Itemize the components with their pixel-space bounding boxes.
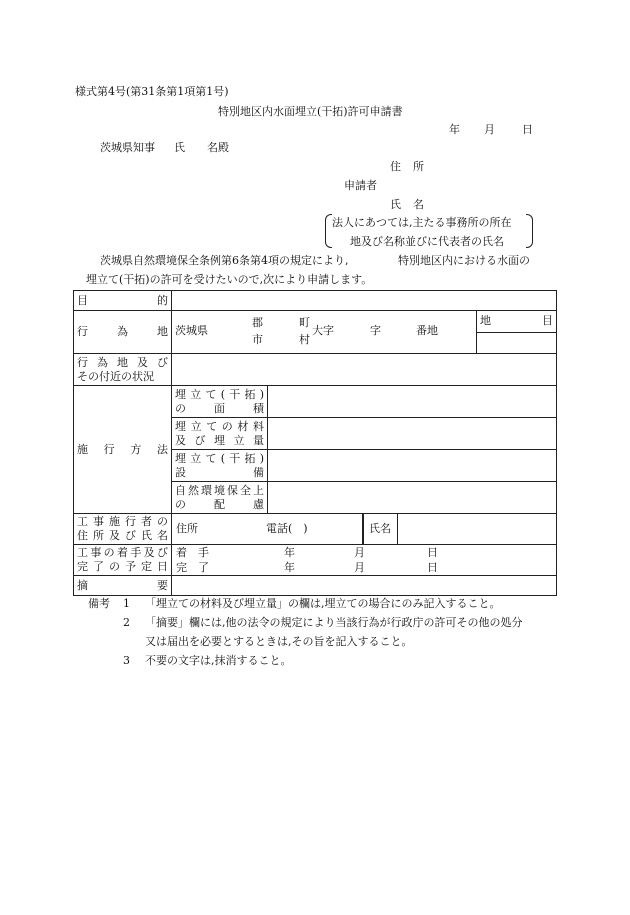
consideration-field[interactable]: [268, 482, 557, 514]
finish-label: 完 了: [176, 561, 209, 574]
applicant-address-label-1: 住: [390, 160, 401, 173]
location-label: 行 為 地: [74, 311, 172, 354]
note-2-text-line-1: 「摘要」欄には,他の法令の規定により当該行為が行政庁の許可その他の処分: [145, 616, 523, 629]
note-3-text: 不要の文字は,抹消すること。: [145, 654, 292, 667]
date-year: 年: [449, 123, 460, 136]
divider: [363, 514, 364, 544]
divider: [397, 514, 398, 544]
contractor-label: 工 事 施 行 者 の 住 所 及 び 氏 名: [74, 514, 172, 545]
start-year: 年: [284, 546, 295, 559]
contractor-phone-label: 電話( ): [266, 522, 308, 535]
addressee-mei: 名殿: [207, 141, 229, 154]
contractor-address-field[interactable]: [172, 514, 363, 545]
oaza-text: 大字: [312, 324, 334, 337]
date-day: 日: [522, 123, 533, 136]
addressee-shi: 氏: [174, 141, 185, 154]
material-field[interactable]: [268, 418, 557, 450]
finish-day: 日: [427, 561, 438, 574]
applicant-address-label-2: 所: [413, 160, 424, 173]
notes-label: 備考: [88, 597, 110, 610]
date-month: 月: [484, 123, 495, 136]
note-1-text: 「埋立ての材料及び埋立量」の欄は,埋立ての場合にのみ記入すること。: [145, 597, 501, 610]
applicant-name-label-2: 名: [413, 198, 424, 211]
schedule-label: 工 事 の 着 手 及 び 完 了 の 予 定 日: [74, 545, 172, 576]
applicant-label: 申請者: [344, 179, 377, 192]
pref-text: 茨城県: [175, 324, 208, 337]
situation-field[interactable]: [172, 354, 557, 386]
start-label: 着 手: [176, 546, 209, 559]
left-bracket: [325, 214, 332, 248]
situation-label-line-2: その付近の状況: [77, 369, 154, 383]
finish-month: 月: [354, 561, 365, 574]
start-day: 日: [427, 546, 438, 559]
finish-year: 年: [284, 561, 295, 574]
note-3-number: 3: [123, 654, 130, 667]
consideration-label: 自 然 環 境 保 全 上 の 配 慮: [172, 482, 268, 514]
area-label: 埋 立 て ( 干 拓 ) の 面 積: [172, 386, 268, 418]
son-text: 村: [299, 333, 310, 346]
right-bracket: [526, 214, 533, 248]
form-number: 様式第4号(第31条第1項第1号): [75, 85, 229, 98]
schedule-field[interactable]: [172, 545, 557, 576]
body-text-line-1b: 特別地区内における水面の: [398, 254, 530, 267]
cho-text: 町: [299, 316, 310, 329]
summary-field[interactable]: [172, 576, 557, 596]
chimoku-label: 地 目: [477, 311, 557, 333]
area-field[interactable]: [268, 386, 557, 418]
purpose-field[interactable]: [172, 291, 557, 311]
corporate-note-line-1: 法人にあつては,主たる事務所の所在: [332, 216, 512, 229]
aza-text: 字: [370, 324, 381, 337]
method-label: 施 行 方 法: [74, 386, 172, 514]
summary-label: 摘 要: [74, 576, 172, 596]
location-field[interactable]: [172, 311, 477, 354]
note-1-number: 1: [123, 597, 130, 610]
start-month: 月: [354, 546, 365, 559]
facility-field[interactable]: [268, 450, 557, 482]
applicant-name-label-1: 氏: [390, 198, 401, 211]
note-2-text-line-2: 又は届出を必要とするときは,その旨を記入すること。: [145, 635, 413, 648]
contractor-address-label: 住所: [176, 522, 198, 535]
facility-label: 埋 立 て ( 干 拓 ) 設 備: [172, 450, 268, 482]
banchi-text: 番地: [416, 324, 438, 337]
body-text-line-1a: 茨城県自然環境保全条例第6条第4項の規定により,: [100, 254, 349, 267]
material-label: 埋 立 て の 材 料 及 び 埋 立 量: [172, 418, 268, 450]
form-title: 特別地区内水面埋立(干拓)許可申請書: [218, 105, 403, 118]
purpose-label: 目 的: [74, 291, 172, 311]
gun-text: 郡: [252, 316, 263, 329]
application-table: [73, 290, 557, 596]
shi-text: 市: [252, 333, 263, 346]
addressee-governor: 茨城県知事: [100, 141, 155, 154]
situation-label: 行 為 地 及 び その付近の状況: [74, 354, 172, 386]
chimoku-field[interactable]: [477, 332, 557, 354]
contractor-name-field[interactable]: [363, 514, 557, 545]
body-text-line-2: 埋立て(干拓)の許可を受けたいので,次により申請します。: [86, 273, 373, 286]
corporate-note-line-2: 地及び名称並びに代表者の氏名: [350, 235, 504, 248]
note-2-number: 2: [123, 616, 130, 629]
contractor-name-label: 氏名: [369, 522, 391, 535]
